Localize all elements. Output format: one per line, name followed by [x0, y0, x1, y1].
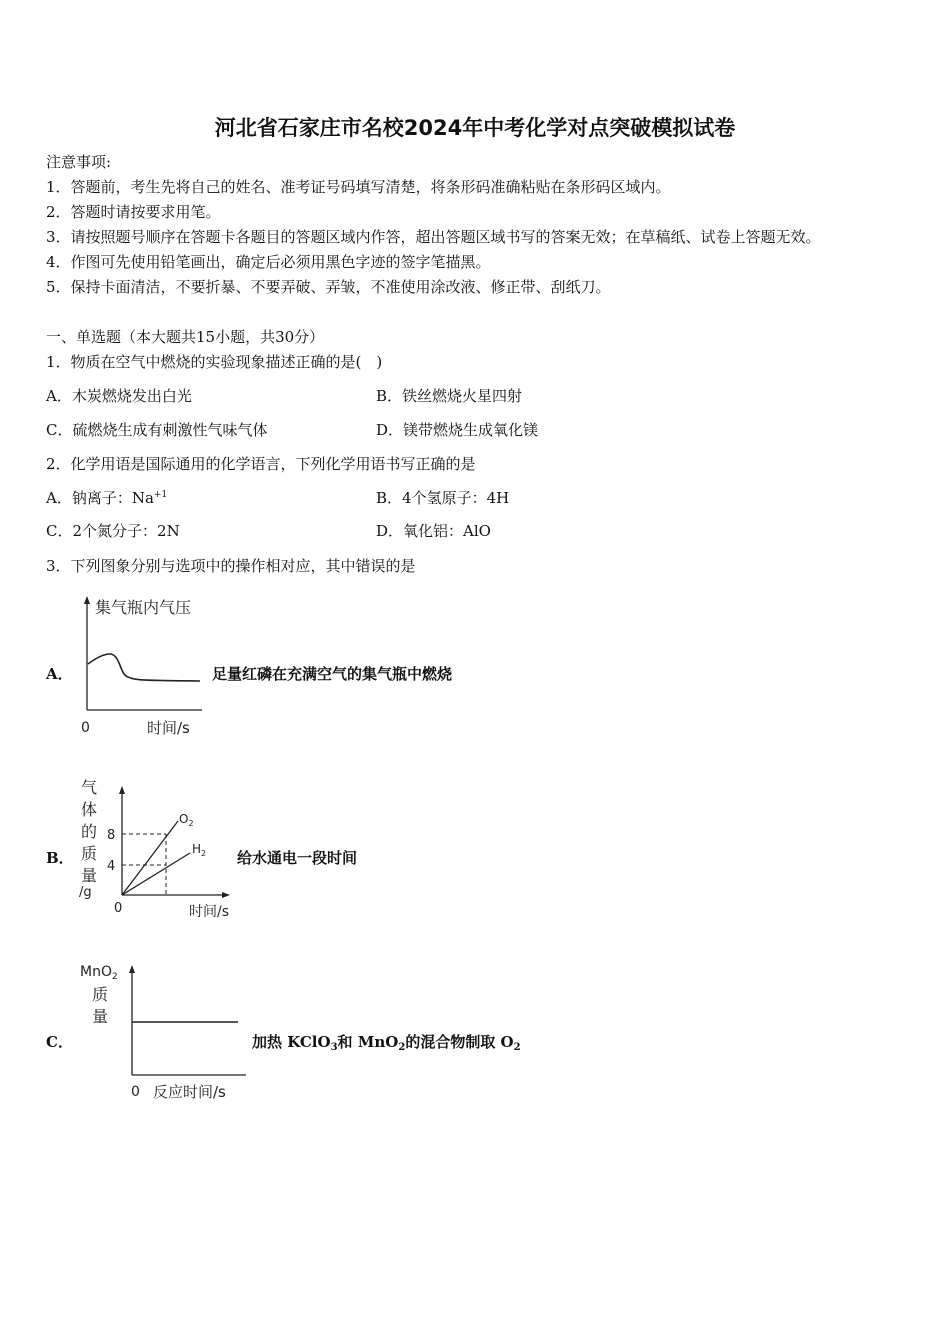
graph-c-ylabel-char: 质 [92, 985, 109, 1004]
graph-b-ylabel-char: 体 [81, 800, 98, 819]
o2-line [122, 821, 178, 895]
graph-a-origin: 0 [81, 720, 90, 736]
graph-a-ylabel: 集气瓶内气压 [95, 598, 192, 617]
q1-option-a: A．木炭燃烧发出白光 [46, 387, 192, 405]
graph-a-xlabel: 时间/s [147, 719, 190, 737]
question-1-stem: 1．物质在空气中燃烧的实验现象描述正确的是( ) [46, 353, 383, 371]
pressure-curve [88, 654, 200, 681]
graph-c-ylabel: MnO$_2$ [80, 964, 118, 982]
graph-b-xlabel: 时间/s [189, 904, 230, 920]
q3-option-c-label: C． [46, 1033, 73, 1051]
y-axis-arrow [84, 596, 90, 604]
graph-b-ylabel-char: 质 [81, 844, 98, 863]
q1-option-c: C．硫燃烧生成有刺激性气味气体 [46, 421, 268, 439]
page-title: 河北省石家庄市名校2024年中考化学对点突破模拟试卷 [214, 116, 736, 140]
q3-option-b-desc: 给水通电一段时间 [237, 849, 358, 867]
question-3-stem: 3．下列图象分别与选项中的操作相对应，其中错误的是 [46, 557, 416, 575]
q3-graph-a [70, 592, 210, 742]
graph-b-yunit: /g [79, 885, 92, 900]
q2-option-d: D．氧化铝：AlO [376, 522, 491, 540]
section-heading: 一、单选题（本大题共15小题，共30分） [46, 328, 325, 346]
q3-graph-b [74, 775, 234, 925]
y-axis-arrow [129, 965, 135, 973]
y-axis-arrow [119, 786, 125, 794]
graph-b-ylabel-char: 量 [81, 866, 98, 885]
question-2-stem: 2．化学用语是国际通用的化学语言，下列化学用语书写正确的是 [46, 455, 476, 473]
notice-item: 3．请按照题号顺序在答题卡各题目的答题区域内作答，超出答题区域书写的答案无效；在草稿纸、试卷上答题无效。 [46, 228, 821, 246]
q2-option-b: B．4个氢原子：4H [376, 489, 510, 507]
graph-b-origin: 0 [114, 901, 123, 916]
q1-option-d: D．镁带燃烧生成氧化镁 [376, 421, 539, 439]
q3-option-a-label: A． [46, 665, 73, 683]
tick-label-8: 8 [107, 828, 116, 843]
notice-item: 1．答题前，考生先将自己的姓名、准考证号码填写清楚，将条形码准确粘贴在条形码区域内。 [46, 178, 671, 196]
h2-line [122, 853, 190, 895]
q3-option-b-label: B． [46, 849, 74, 867]
q2-option-a [46, 488, 167, 508]
notice-heading: 注意事项: [46, 153, 112, 171]
q3-graph-c [76, 960, 252, 1106]
q2-option-a-text: A．钠离子：Na [46, 489, 154, 507]
o2-label: $O_2$ [179, 812, 194, 828]
q2-option-c: C．2个氮分子：2N [46, 522, 180, 540]
notice-item: 4．作图可先使用铅笔画出，确定后必须用黑色字迹的签字笔描黑。 [46, 253, 491, 271]
charge-superscript: +1 [153, 490, 168, 500]
graph-b-ylabel-char: 的 [81, 822, 98, 841]
graph-c-xlabel: 反应时间/s [153, 1083, 226, 1101]
h2-label: $H_2$ [192, 842, 207, 858]
x-axis-arrow [222, 892, 230, 898]
notice-item: 5．保持卡面清洁，不要折暴、不要弄破、弄皱，不准使用涂改液、修正带、刮纸刀。 [46, 278, 611, 296]
q1-option-b: B．铁丝燃烧火星四射 [376, 387, 523, 405]
q3-option-a-desc: 足量红磷在充满空气的集气瓶中燃烧 [212, 665, 453, 683]
graph-c-ylabel-char: 量 [92, 1007, 109, 1026]
graph-c-origin: 0 [131, 1084, 140, 1100]
tick-label-4: 4 [107, 859, 116, 874]
notice-item: 2．答题时请按要求用笔。 [46, 203, 221, 221]
q3-option-c-desc: 加热 KClO$_3$和 MnO$_2$的混合物制取 $O_2$ [252, 1033, 521, 1053]
graph-b-ylabel-char: 气 [81, 778, 98, 797]
